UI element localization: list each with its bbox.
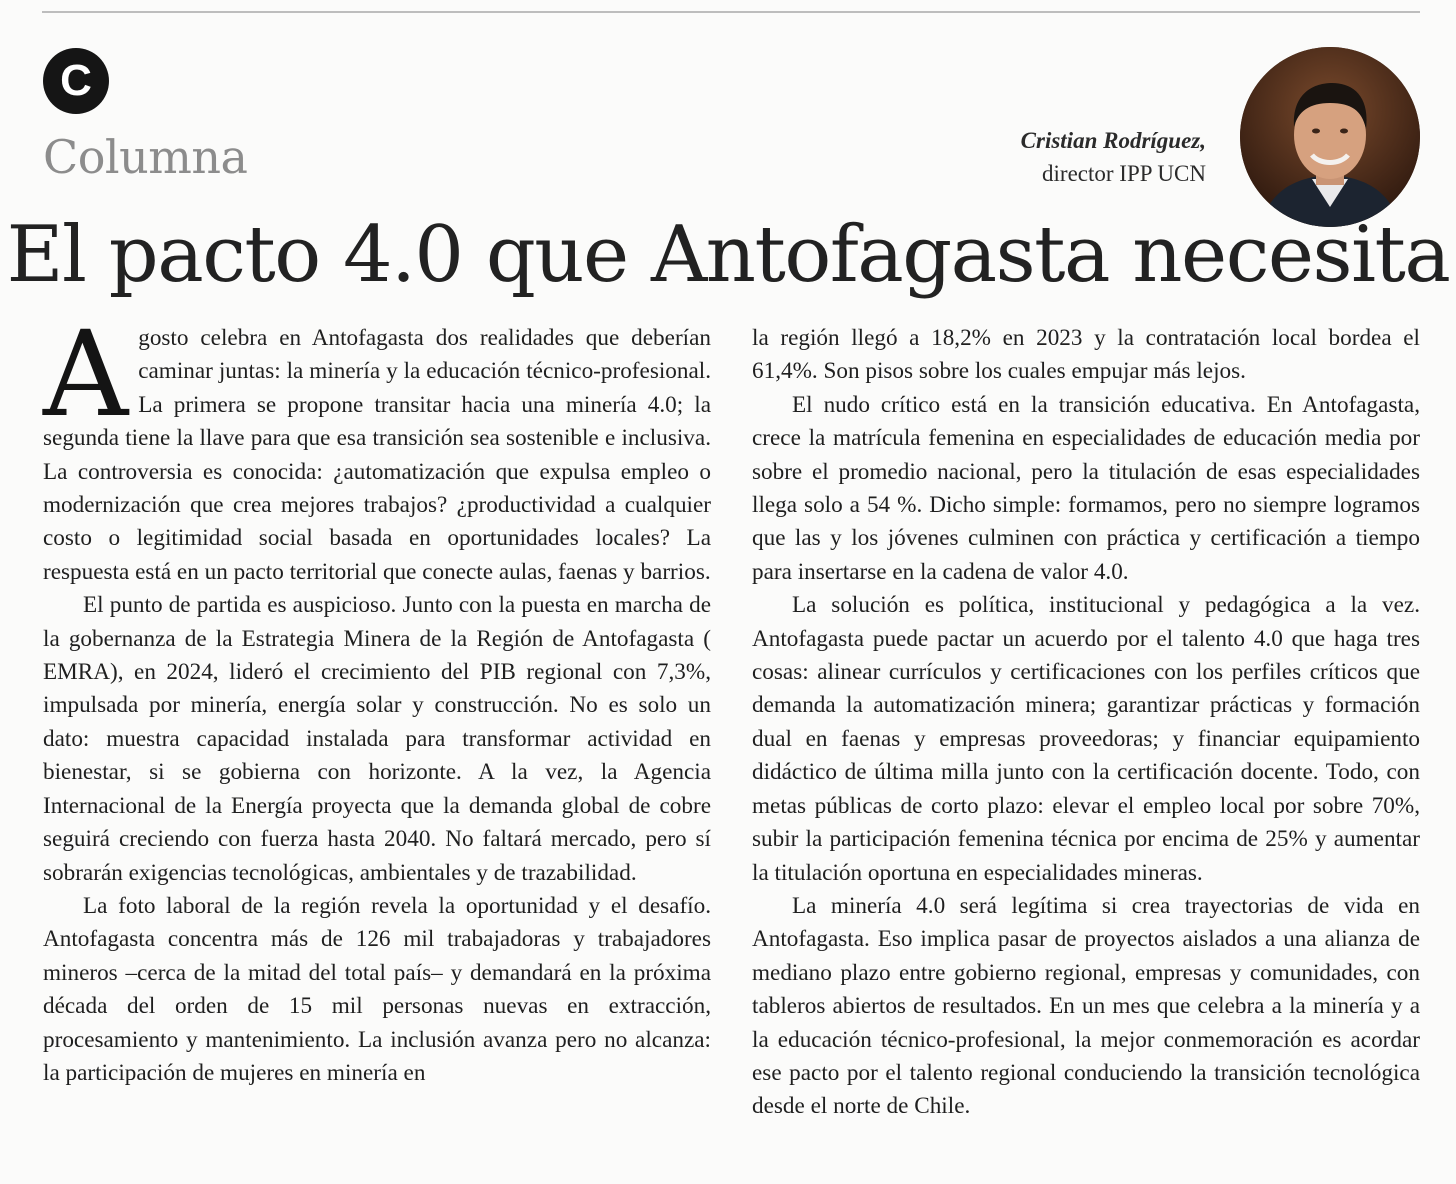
- paragraph: la región llegó a 18,2% en 2023 y la contratación local bordea el 61,4%. Son pisos sobre los cuales empujar más lejos.: [752, 325, 1420, 385]
- paragraph: La minería 4.0 será legítima si crea trayectorias de vida en Antofagasta. Eso implica pasar de proyectos aislados a una alianza de mediano plazo entre gobierno regional, empresas y comunidades, con tableros abiertos de resultados. En un mes que celebra a la minería y a la educación técnico-profesional, la mejor conmemoración es acordar ese pacto por el talento regional conduciendo la transición tecnológica desde el norte de Chile.: [752, 892, 1420, 1120]
- column-badge: C: [43, 48, 109, 114]
- paragraph: [43, 305, 711, 589]
- headline: El pacto 4.0 que Antofagasta necesita: [6, 210, 1450, 300]
- paragraph: El nudo crítico está en la transición educativa. En Antofagasta, crece la matrícula femenina en especialidades de educación media por sobre el promedio nacional, pero la titulación de esas especialidades llega solo a 54 %. Dicho simple: formamos, pero no siempre logramos que las y los jóvenes culminen con práctica y certificación a tiempo para insertarse en la cadena de valor 4.0.: [752, 391, 1420, 585]
- paragraph: La foto laboral de la región revela la oportunidad y el desafío. Antofagasta concentra más de 126 mil trabajadoras y trabajadores mineros –cerca de la mitad del total país– y demandará en la próxima década del orden de 15 mil personas nuevas en extracción, procesamiento y mantenimiento. La inclusión avanza pero no alcanza: la participación de mujeres en minería en: [43, 892, 711, 1086]
- top-rule: [42, 11, 1420, 13]
- author-name: Cristian Rodríguez,: [1020, 128, 1206, 153]
- author-role: director IPP UCN: [1042, 161, 1206, 186]
- article-column-left: [43, 305, 711, 1090]
- drop-cap: A: [43, 305, 129, 443]
- paragraph: La solución es política, institucional y pedagógica a la vez. Antofagasta puede pactar un acuerdo por el talento 4.0 que haga tres cosas: alinear currículos y certificaciones con los perfiles críticos que demanda la automatización minera; garantizar prácticas y formación dual en faenas y empresas proveedoras; y financiar equipamiento didáctico de última milla junto con la certificación docente. Todo, con metas públicas de corto plazo: elevar el empleo local por sobre 70%, subir la participación femenina técnica por encima de 25% y aumentar la titulación oportuna en especialidades mineras.: [752, 592, 1420, 886]
- section-label: Columna: [43, 130, 248, 184]
- paragraph-text: gosto celebra en Antofagasta dos realidades que deberían caminar juntas: la minería y la educación técnico-profesional. La primera se propone transitar hacia una minería 4.0; la segunda tiene la llave para que esa transición sea sostenible e inclusiva. La controversia es conocida: ¿automatización que expulsa empleo o modernización que crea mejores trabajos? ¿productividad a cualquier costo o legitimidad social basada en oportunidades locales? La respuesta está en un pacto territorial que conecte aulas, faenas y barrios.: [43, 325, 711, 585]
- author-portrait-svg: [1240, 47, 1420, 227]
- paragraph: El punto de partida es auspicioso. Junto con la puesta en marcha de la gobernanza de la Estrategia Minera de la Región de Antofagasta ( EMRA), en 2024, lideró el crecimiento del PIB regional con 7,3%, impulsada por minería, energía solar y construcción. No es solo un dato: muestra capacidad instalada para transformar actividad en bienestar, si se gobierna con horizonte. A la vez, la Agencia Internacional de la Energía proyecta que la demanda global de cobre seguirá creciendo con fuerza hasta 2040. No faltará mercado, pero sí sobrarán exigencias tecnológicas, ambientales y de trazabilidad.: [43, 592, 711, 886]
- article-column-right: [752, 322, 1420, 1124]
- author-portrait-icon: [1240, 47, 1420, 227]
- author-byline: [1021, 124, 1206, 190]
